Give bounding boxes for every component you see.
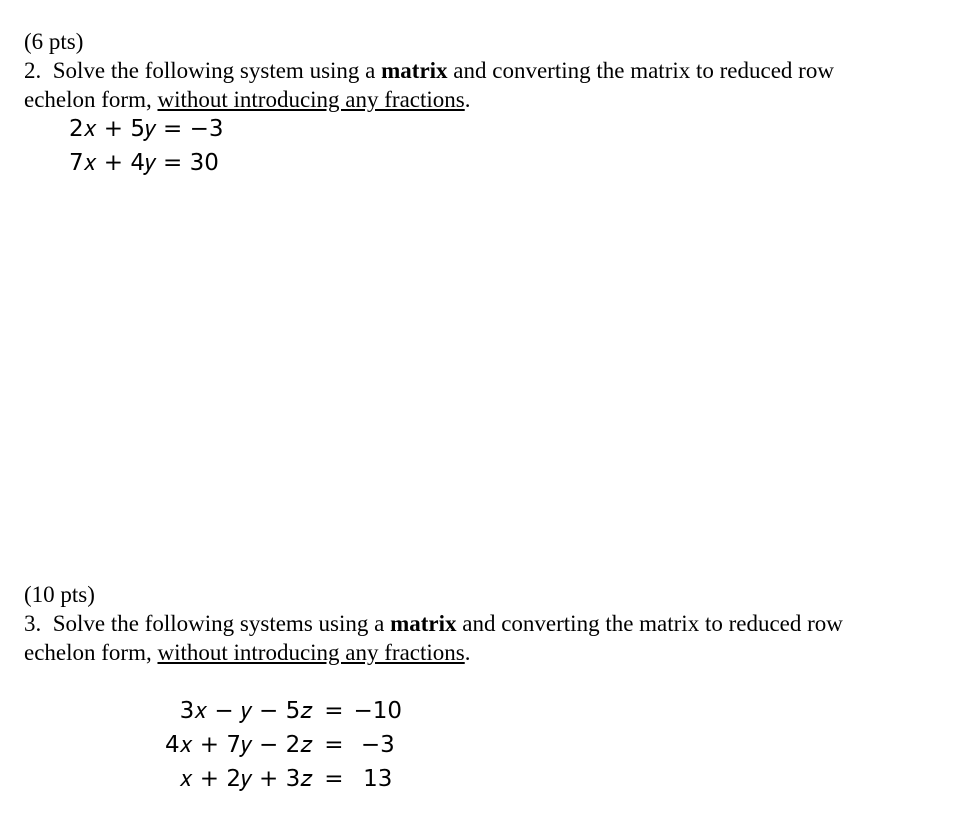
- problem-3-intro: Solve the following systems using a: [52, 611, 385, 636]
- equation-lhs: 3𝑥 − 𝑦 − 5𝑧: [179, 698, 313, 724]
- equation-rhs: −3: [360, 732, 395, 758]
- problem-3-statement-line-2: [24, 638, 944, 667]
- problem-2-points: (6 pts): [24, 29, 84, 54]
- equation-lhs: 4𝑥 + 7𝑦 − 2𝑧: [165, 732, 313, 758]
- equation-rhs: 13: [363, 766, 393, 792]
- problem-2-underlined-text: without introducing any fractions: [157, 87, 465, 112]
- equation-lhs: 𝑥 + 2𝑦 + 3𝑧: [179, 766, 313, 792]
- problem-2-statement-line-1: [24, 56, 944, 85]
- problem-2-after-bold: and converting the matrix to reduced row: [453, 58, 834, 83]
- problem-3: [24, 580, 944, 667]
- problem-2-bold-word: matrix: [381, 58, 448, 83]
- problem-2-statement-line-2: [24, 85, 944, 114]
- problem-3-underlined-text: without introducing any fractions: [157, 640, 465, 665]
- problem-3-after-bold: and converting the matrix to reduced row: [462, 611, 843, 636]
- problem-3-points: (10 pts): [24, 582, 95, 607]
- problem-3-line2-prefix: echelon form,: [24, 640, 152, 665]
- problem-2-equation-2: 7𝑥 + 4𝑦 = 30: [69, 150, 219, 176]
- problem-2-equation-system: [69, 112, 224, 180]
- problem-2-number: 2.: [24, 58, 42, 83]
- problem-2-period: .: [464, 87, 471, 112]
- problem-3-number: 3.: [24, 611, 42, 636]
- equals-sign: =: [324, 766, 344, 792]
- problem-3-period: .: [464, 640, 471, 665]
- equals-sign: =: [324, 732, 344, 758]
- problem-2-intro: Solve the following system using a: [52, 58, 376, 83]
- problem-2-equation-1: 2𝑥 + 5𝑦 = −3: [69, 116, 224, 142]
- problem-2: [24, 27, 944, 114]
- equation-rhs: −10: [353, 698, 403, 724]
- problem-3-equation-2: [165, 728, 402, 762]
- problem-3-statement-line-1: [24, 609, 944, 638]
- problem-2-line2-prefix: echelon form,: [24, 87, 152, 112]
- equals-sign: =: [324, 698, 344, 724]
- problem-3-equation-3: [165, 762, 402, 796]
- problem-3-equation-system: [165, 694, 402, 796]
- problem-3-bold-word: matrix: [390, 611, 457, 636]
- problem-3-equation-1: [165, 694, 402, 728]
